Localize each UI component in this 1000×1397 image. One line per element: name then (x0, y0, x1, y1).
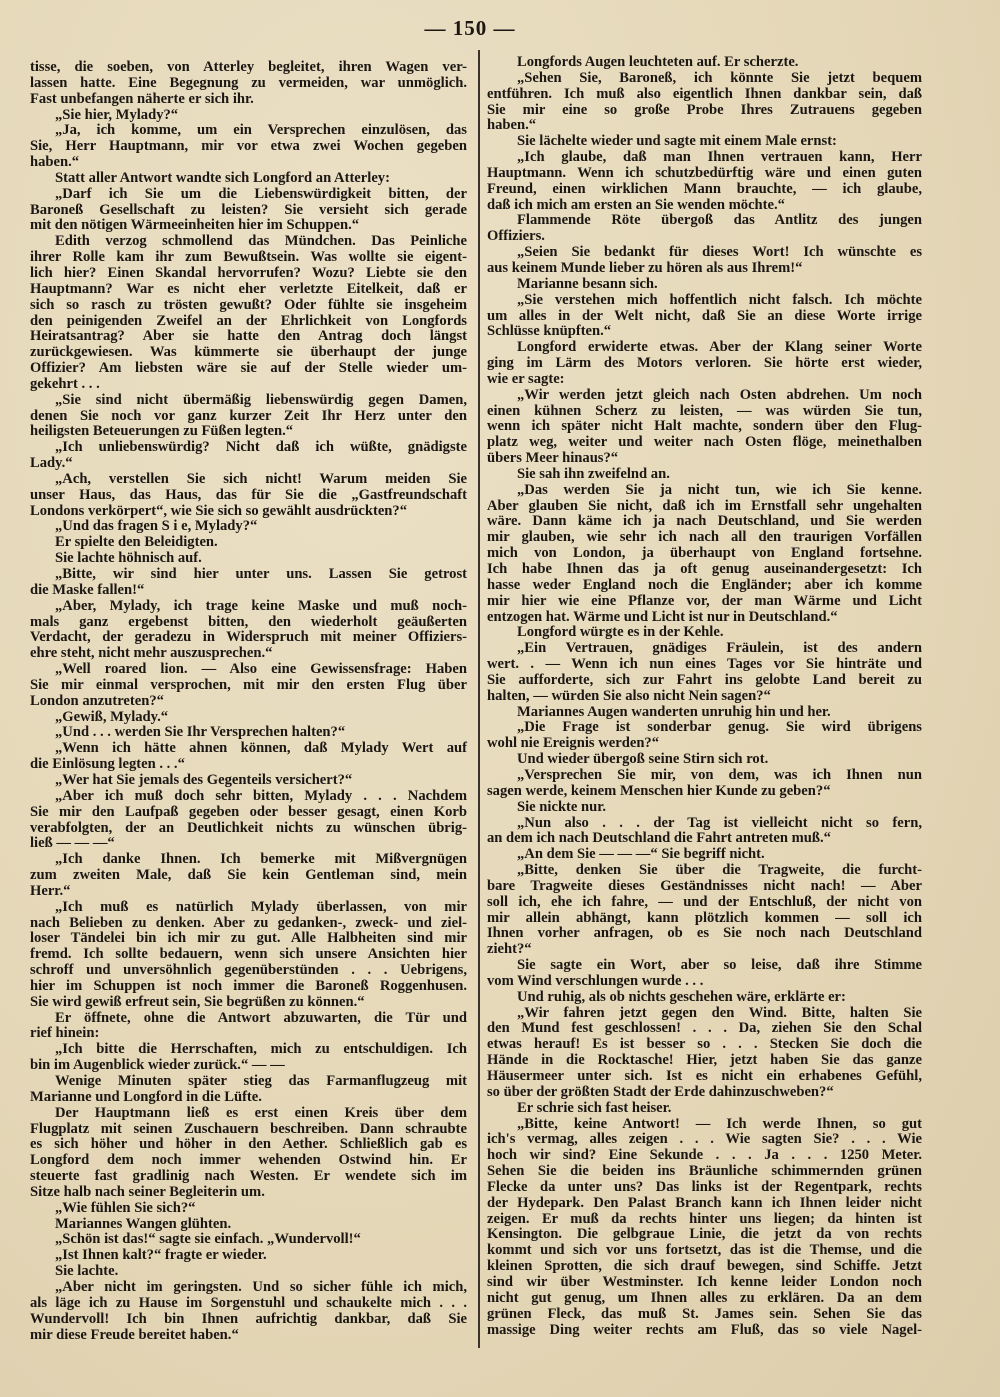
text-line: „Wie fühlen Sie sich?“ (55, 1199, 196, 1216)
text-line: Mariannes Wangen glühten. (55, 1215, 232, 1232)
text-line: „Ist Ihnen kalt?“ fragte er wieder. (55, 1247, 267, 1264)
text-line: fremd. Ich sollte bedauern, wenn sich unsere Ansichten hier (30, 946, 467, 963)
text-line: Offizier? Am liebsten wäre sie auf der Stelle wieder um- (30, 360, 467, 377)
column-divider (478, 50, 480, 1348)
text-line: Er schrie sich fast heiser. (517, 1099, 672, 1116)
text-line: denen Sie noch vor ganz kurzer Zeit Ihr Herz unter den (30, 407, 467, 424)
text-line: „Die Frage ist sonderbar genug. Sie wird übrigens (517, 719, 922, 736)
text-line: Fast unbefangen näherte er sich ihr. (30, 90, 254, 107)
text-line: wert. . — Wenn ich nun eines Tages vor Sie hinträte und (487, 656, 922, 673)
text-line: sagen werde, keinem Menschen hier Kunde zu geben?“ (487, 782, 831, 799)
page-number: — 150 — (424, 16, 516, 40)
text-line: „Versprechen Sie mir, von dem, was ich Ihnen nun (517, 766, 922, 783)
text-line: Statt aller Antwort wandte sich Longford an Atterley: (55, 169, 390, 186)
text-line: zurückgewiesen. Was kümmerte sie überhaupt der junge (30, 344, 467, 361)
text-line: so über der größten Stadt der Erde dahinzuschweben?“ (487, 1083, 834, 1100)
text-line: Wundervoll! Ich bin Ihnen aufrichtig dankbar, daß Sie (30, 1310, 467, 1327)
text-line: hier im Schuppen ist noch immer die Baroneß Roggenhusen. (30, 977, 467, 994)
text-line: „Aber nicht im geringsten. Und so sicher fühle ich mich, (55, 1278, 467, 1295)
text-line: unser Haus, das Haus, das für Sie die „Gastfreundschaft (30, 486, 467, 503)
text-line: Londons verkörpert“, wie Sie sich so gewählt ausdrückten?“ (30, 502, 408, 519)
text-line: Lady.“ (30, 455, 73, 472)
text-line: übers Meer hinaus?“ (487, 450, 619, 467)
text-line: Sie, Herr Hauptmann, mir vor etwa zwei Wochen gegeben (30, 138, 467, 155)
text-line: Kensington. Die gelbgraue Linie, die jetzt da von rechts (487, 1226, 922, 1243)
text-line: Sie mir einmal versprochen, mit mir den ersten Flug über (30, 676, 467, 693)
text-line: Longford würgte es in der Kehle. (517, 624, 724, 641)
text-line: massige Ding weiter rechts am Fluß, das so viele Nagel- (487, 1321, 922, 1338)
text-line: ich's vermag, alles zeigen . . . Wie sagten Sie? . . . Wie (487, 1131, 922, 1148)
text-line: hasse weder England noch die Engländer; aber ich komme (487, 576, 922, 593)
text-line: Sie lächelte wieder und sagte mit einem Male ernst: (517, 133, 837, 150)
text-line: ließ — — —“ (30, 835, 115, 852)
text-line: Marianne besann sich. (517, 275, 658, 292)
text-line: „Ich danke Ihnen. Ich bemerke mit Mißvergnügen (55, 851, 467, 868)
text-line: vom Wind verschlungen wurde . . . (487, 972, 704, 989)
text-line: hoch wir sind? Eine Sekunde . . . Ja . . . 1250 Meter. (487, 1147, 922, 1164)
text-line: „Aber ich muß doch sehr bitten, Mylady . . . Nachdem (55, 787, 467, 804)
text-line: ging im Lärm des Motors verloren. Sie hörte erst wieder, (487, 355, 922, 372)
text-line: Sie mir den Laufpaß gegeben oder besser gesagt, einen Korb (30, 803, 467, 820)
text-line: etwas herauf! Es ist besser so . . . Stecken Sie doch die (487, 1036, 922, 1053)
text-line: mich von London, ja überhaupt von England fortsehne. (487, 545, 922, 562)
text-line: Sie lachte höhnisch auf. (55, 550, 202, 567)
text-line: „Sie verstehen mich hoffentlich nicht falsch. Ich möchte (517, 291, 922, 308)
text-line: mit den nötigen Wärmeeinheiten hier im Schuppen.“ (30, 217, 360, 234)
text-line: Marianne und Longford in die Lüfte. (30, 1088, 262, 1105)
text-line: verabfolgten, der an Deutlichkeit nichts zu wünschen übrig- (30, 819, 467, 836)
text-line: „Ich muß es natürlich Mylady überlassen, von mir (55, 898, 467, 915)
text-line: Heiratsantrag? Aber sie hatte den Antrag doch längst (30, 328, 467, 345)
text-line: Longfords Augen leuchteten auf. Er scherzte. (517, 54, 799, 70)
text-line: „Gewiß, Mylady.“ (55, 708, 169, 725)
text-line: „Bitte, denken Sie über die Tragweite, die furcht- (517, 862, 922, 879)
text-line: lassen hatte. Eine Begegnung zu vermeiden, war unmöglich. (30, 74, 467, 91)
text-line: kommt und sich vor uns fortsetzt, das ist die Themse, und die (487, 1242, 922, 1259)
text-line: den Mund fest geschlossen! . . . Da, ziehen Sie den Schal (487, 1020, 922, 1037)
text-line: „Ich glaube, daß man Ihnen vertrauen kann, Herr (517, 149, 922, 166)
text-line: wäre. Dann käme ich ja nach Deutschland, und Sie werden (487, 513, 922, 530)
text-line: „Ach, verstellen Sie sich nicht! Warum meiden Sie (55, 470, 467, 487)
text-line: Freund, einen wirklichen Mann brauchte, — ich glaube, (487, 180, 922, 197)
text-line: aus keinem Munde lieber zu hören als aus Ihrem!“ (487, 259, 803, 276)
text-line: tisse, die soeben, von Atterley begleitet, ihren Wagen ver- (30, 59, 467, 75)
text-line: mir hier wie eine Pflanze vor, der man Wärme und Licht (487, 592, 922, 609)
text-line: Sie wird gewiß erfreut sein, Sie begrüßen zu können.“ (30, 993, 365, 1010)
text-line: Sie lachte. (55, 1263, 119, 1280)
text-line: grünen Fleck, das muß St. James sein. Sehen Sie das (487, 1305, 922, 1322)
text-line: einen kühnen Scherz zu leisten, — was würden Sie tun, (487, 402, 922, 419)
right-column (487, 55, 922, 1338)
text-line: Sie nickte nur. (517, 798, 607, 815)
text-line: mir allein abhängt, kann plötzlich kommen — soll ich (487, 909, 922, 926)
text-line: Häusermeer unter sich. Ist es nicht ein erhabenes Gefühl, (487, 1068, 922, 1084)
text-line: Sie sah ihn zweifelnd an. (517, 465, 670, 482)
text-line: sich so rasch zu trösten gewußt? Oder fühlte sie insgeheim (30, 296, 467, 313)
text-line: soll ich, ehe ich fahre, — und der Entschluß, der nicht von (487, 893, 922, 910)
text-line: „Schön ist das!“ sagte sie einfach. „Wundervoll!“ (55, 1231, 361, 1248)
text-line: sind wir über Westminster. Ich kenne leider London noch (487, 1273, 922, 1290)
left-column (30, 60, 467, 1343)
text-line: nach Belieben zu denken. Aber zu gedanken-, zweck- und ziel- (30, 914, 467, 931)
text-line: gekehrt . . . (30, 375, 100, 392)
text-line: daß ich mich am ersten an Sie wenden möchte.“ (487, 196, 785, 213)
text-line: der Hydepark. Den Palast Branch kann ich Ihnen leider nicht (487, 1194, 922, 1211)
text-line: „Bitte, wir sind hier unter uns. Lassen Sie getrost (55, 566, 467, 582)
text-line: Flammende Röte übergoß das Antlitz des jungen (517, 212, 922, 229)
text-line: Hauptmann. Wenn ich schutzbedürftig wäre und einen guten (487, 164, 922, 181)
text-line: Sie mir eine so große Probe Ihres Zutrauens gegeben (487, 101, 922, 118)
text-line: bin im Augenblick wieder zurück.“ — — (30, 1057, 285, 1074)
text-line: halten, — würden Sie also nicht Nein sagen?“ (487, 687, 771, 704)
text-line: „Sehen Sie, Baroneß, ich könnte Sie jetzt bequem (517, 69, 922, 86)
text-line: „Und das fragen S i e, Mylady?“ (55, 518, 258, 535)
text-line: wenn ich später nicht Halt machte, sondern über den Flug- (487, 418, 922, 435)
text-line: Aber glauben Sie nicht, daß ich im Ernstfall sehr ungehalten (487, 497, 922, 514)
text-line: „Wir fahren jetzt gegen den Wind. Bitte, halten Sie (517, 1004, 922, 1021)
text-line: „Und . . . werden Sie Ihr Versprechen halten?“ (55, 724, 346, 741)
text-line: „Ich unliebenswürdig? Nicht daß ich wüßte, gnädigste (55, 439, 467, 456)
text-line: loser Tändelei bin ich mir zu gut. Alle Halbheiten sind mir (30, 930, 467, 947)
text-line: zeigen. Er muß da rechts hinter uns liegen; da hinten ist (487, 1210, 922, 1227)
text-line: Ihnen vorher anfragen, ob es Sie noch nach Deutschland (487, 925, 922, 942)
text-line: „Bitte, keine Antwort! — Ich werde Ihnen, so gut (517, 1115, 922, 1132)
text-line: Der Hauptmann ließ es erst einen Kreis über dem (55, 1104, 467, 1121)
text-line: Herr.“ (30, 882, 71, 899)
text-line: die Einlösung legten . . .“ (30, 756, 185, 773)
text-line: „Sie sind nicht übermäßig liebenswürdig gegen Damen, (55, 391, 467, 408)
text-line: Flugplatz mit seinen Zuschauern beschreiben. Dann schraubte (30, 1120, 467, 1137)
text-line: entführen. Ich muß also eigentlich Ihnen dankbar sein, daß (487, 85, 922, 102)
text-line: London anzutreten?“ (30, 692, 164, 709)
text-line: heiligsten Beteuerungen zu Füßen legten.“ (30, 423, 294, 440)
text-line: „Seien Sie bedankt für dieses Wort! Ich wünschte es (517, 244, 922, 261)
text-line: Mariannes Augen wanderten unruhig hin und her. (517, 703, 831, 720)
text-line: „Ich bitte die Herrschaften, mich zu entschuldigen. Ich (55, 1041, 467, 1058)
text-line: haben.“ (30, 154, 80, 171)
text-line: Schlüsse knüpften.“ (487, 323, 612, 340)
text-line: Verdacht, der geradezu in Widerspruch mit meiner Offiziers- (30, 629, 467, 646)
text-line: „Aber, Mylady, ich trage keine Maske und muß noch- (55, 597, 467, 614)
text-line: Baroneß Gesellschaft zu leisten? Sie versieht sich gerade (30, 201, 467, 218)
text-line: „Well roared lion. — Also eine Gewissensfrage: Haben (55, 661, 467, 678)
text-line: Ich habe Ihnen das ja oft genug auseinandergesetzt: Ich (487, 561, 922, 577)
text-line: den peinigenden Zweifel an der Ehrlichkeit von Longfords (30, 312, 467, 329)
text-line: „Darf ich Sie um die Liebenswürdigkeit bitten, der (55, 185, 467, 202)
text-line: „Das werden Sie ja nicht tun, wie ich Sie kenne. (517, 481, 922, 498)
text-line: ihrer Rolle kam ihr zum Bewußtsein. Was wollte sie eigent- (30, 249, 467, 266)
text-line: Sie sagte ein Wort, aber so leise, daß ihre Stimme (517, 957, 922, 974)
text-line: als läge ich zu Hause im Sorgenstuhl und schaukelte mich . . . (30, 1294, 467, 1311)
text-line: Hauptmann? War es nicht eher verletzte Eitelkeit, daß er (30, 280, 467, 297)
text-line: um alles in der Welt nicht, daß Sie an diese Worte irrige (487, 307, 922, 324)
text-line: „Wer hat Sie jemals des Gegenteils versichert?“ (55, 771, 353, 788)
text-line: ehre steht, nicht mehr auszusprechen.“ (30, 645, 273, 662)
text-line: wie er sagte: (487, 370, 565, 387)
text-line: platz weg, weiter und weiter nach Osten flöge, meinethalben (487, 434, 922, 451)
text-line: Er öffnete, ohne die Antwort abzuwarten, die Tür und (55, 1009, 467, 1026)
text-line: mir glauben, wie sehr ich nach all den traurigen Vorfällen (487, 529, 922, 546)
text-line: Und wieder übergoß seine Stirn sich rot. (517, 751, 769, 768)
text-line: „Ja, ich komme, um ein Versprechen einzulösen, das (55, 122, 467, 139)
text-line: „An dem Sie — — —“ Sie begriff nicht. (517, 846, 765, 863)
text-line: Sitze halb nach seiner Begleiterin um. (30, 1183, 265, 1200)
text-line: Sehen Sie die beiden ins Bräunliche schimmernden grünen (487, 1163, 922, 1180)
text-line: die Maske fallen!“ (30, 581, 145, 598)
text-line: lich hier? Einen Skandal hervorrufen? Wozu? Liebte sie den (30, 264, 467, 281)
text-line: „Sie hier, Mylady?“ (55, 106, 179, 123)
text-line: Flecke da unter uns? Das links ist der Regentpark, rechts (487, 1178, 922, 1195)
text-line: kleinen Sprotten, die sich drauf bewegen, sind Schiffe. Jetzt (487, 1258, 922, 1275)
text-line: Edith verzog schmollend das Mündchen. Das Peinliche (55, 233, 467, 250)
text-line: wohl nie Ereignis werden?“ (487, 735, 660, 752)
text-line: „Wir werden jetzt gleich nach Osten abdrehen. Um noch (517, 386, 922, 403)
text-line: mir diese Freude bereitet haben.“ (30, 1326, 239, 1343)
text-line: Longford erwiderte etwas. Aber der Klang seiner Worte (517, 339, 922, 356)
text-line: Hände in die Rocktasche! Hier, jetzt haben Sie das ganze (487, 1052, 922, 1069)
text-line: an dem ich nach Deutschland die Fahrt antreten muß.“ (487, 830, 831, 847)
text-line: „Nun also . . . der Tag ist vielleicht nicht so fern, (517, 814, 922, 831)
text-line: Sie aufforderte, sich zur Fahrt ins gelobte Land bereit zu (487, 671, 922, 688)
text-line: steuerte fast gradlinig nach Westen. Er wendete sich im (30, 1168, 467, 1185)
text-line: Offiziers. (487, 228, 545, 245)
text-line: zum zweiten Male, daß Sie kein Gentleman sind, mein (30, 867, 467, 884)
text-line: Wenige Minuten später stieg das Farmanflugzeug mit (55, 1073, 467, 1089)
text-line: entzogen hat. Wärme und Licht ist nur in Deutschland.“ (487, 608, 838, 625)
text-line: schroff und unversöhnlich gegenüberstünden . . . Uebrigens, (30, 962, 467, 979)
text-line: Und ruhig, als ob nichts geschehen wäre, erklärte er: (517, 988, 846, 1005)
text-line: nicht gut genug, um Ihnen alles zu erklären. Da an dem (487, 1289, 922, 1306)
text-line: Longford dem noch immer wehenden Ostwind hin. Er (30, 1152, 467, 1169)
text-line: rief hinein: (30, 1025, 100, 1042)
text-line: bare Tragweite dieses Geständnisses nicht nach! — Aber (487, 877, 922, 894)
text-line: Er spielte den Beleidigten. (55, 534, 218, 551)
text-line: es sich höher und höher in den Aether. Schließlich gab es (30, 1136, 467, 1153)
text-line: haben.“ (487, 117, 537, 134)
text-line: mals ganz ergebenst bitten, den wiederholt geäußerten (30, 613, 467, 630)
text-line: „Wenn ich hätte ahnen können, daß Mylady Wert auf (55, 740, 467, 757)
text-line: zieht?“ (487, 941, 532, 958)
text-line: „Ein Vertrauen, gnädiges Fräulein, ist des andern (517, 640, 922, 657)
